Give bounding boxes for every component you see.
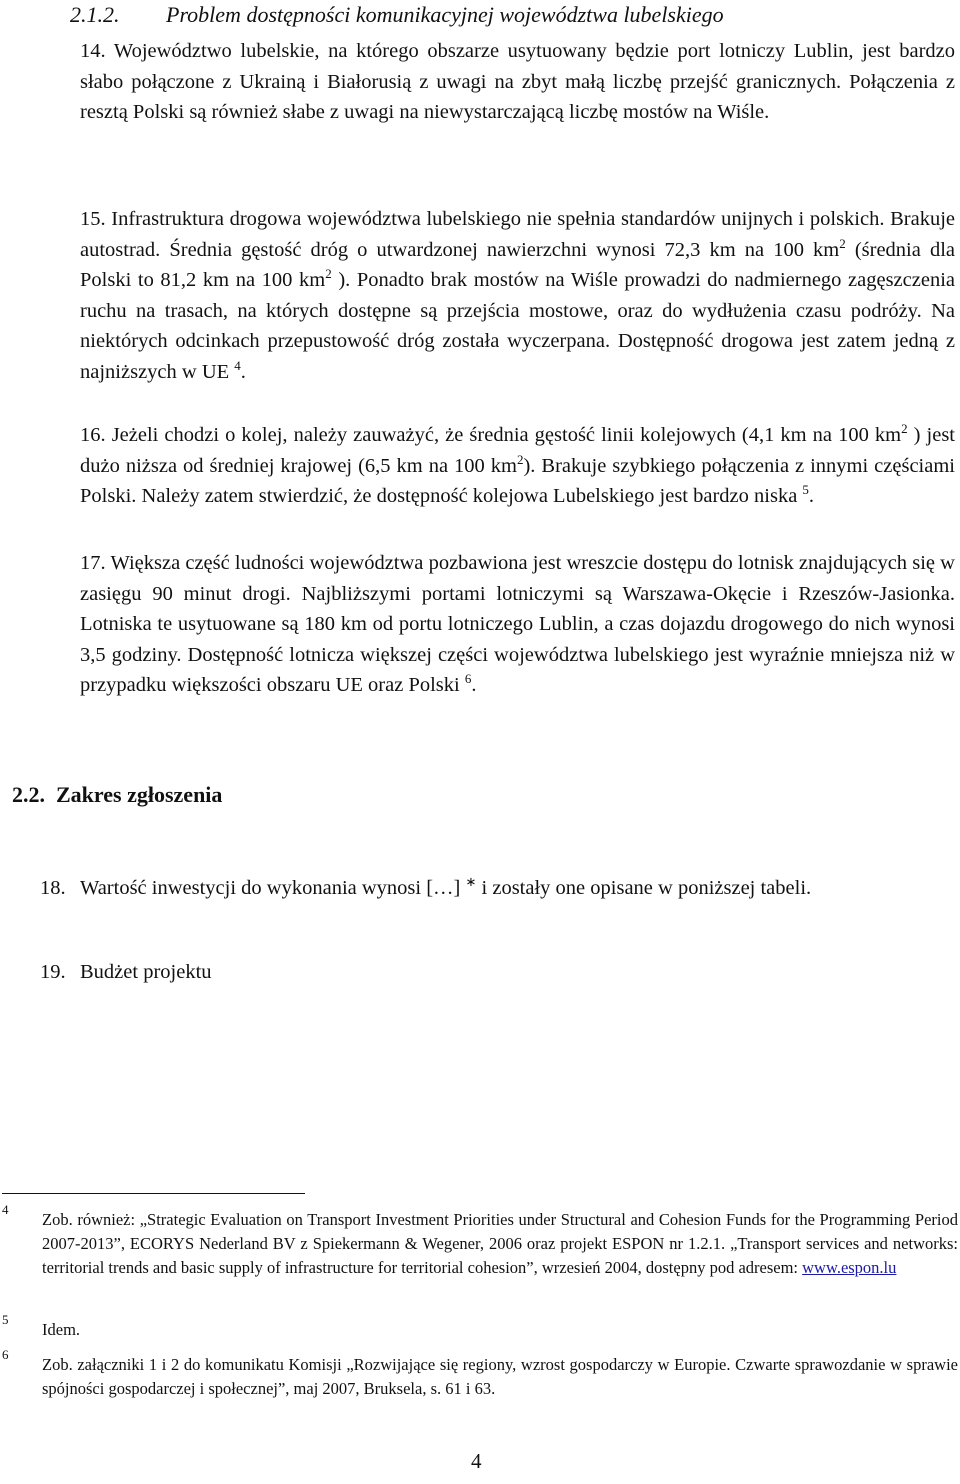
list-text: Budżet projektu — [80, 961, 212, 983]
footnote-text: Zob. załączniki 1 i 2 do komunikatu Komisji „Rozwijające się regiony, wzrost gospodarczy w Europie. Czwarte sprawozdanie w sprawie spójności gospodarczej i społecznej”, maj 2007, Bruksela, s. 61 i 63. — [42, 1355, 958, 1398]
espon-link[interactable]: www.espon.lu — [802, 1258, 897, 1277]
footnote-ref-6[interactable]: 6 — [464, 671, 472, 687]
footnote-text: Idem. — [42, 1320, 81, 1339]
paragraph-number: 15. — [80, 208, 106, 230]
footnote-mark: 6 — [2, 1347, 9, 1362]
paragraph-16 — [80, 420, 955, 512]
section-number: 2.2. — [12, 782, 45, 807]
footnote-ref-5[interactable]: 5 — [802, 482, 809, 498]
paragraph-text: . — [808, 485, 815, 507]
paragraph-text: Jeżeli chodzi o kolej, należy zauważyć, że średnia gęstość linii kolejowych (4,1 km na 100 km — [111, 424, 902, 446]
section-heading-2-1-2 — [70, 0, 930, 30]
paragraph-text: ). Ponadto brak mostów na Wiśle prowadzi do nadmiernego zagęszczenia ruchu na trasach, na których dostępne są przejścia mostowe, oraz do wydłużenia czasu podróży. Na niektórych odcinkach przepustowość dróg została wyczerpana. Dostępność drogowa jest zatem jedną z najniższych w UE — [80, 269, 955, 383]
paragraph-number: 17. — [80, 552, 106, 574]
section-heading-2-2 — [12, 780, 222, 810]
footnote-mark: 4 — [2, 1202, 9, 1217]
paragraph-text: ). Brakuje szybkiego połączenia z innymi częściami Polski. Należy zatem stwierdzić, że dostępność kolejowa Lubelskiego jest bardzo niska — [80, 454, 955, 507]
footnote-6 — [0, 1347, 958, 1401]
section-title: Problem dostępności komunikacyjnej województwa lubelskiego — [166, 2, 724, 27]
section-title: Zakres zgłoszenia — [56, 782, 223, 807]
paragraph-14 — [80, 36, 955, 128]
superscript: 2 — [325, 266, 332, 282]
list-text: Wartość inwestycji do wykonania wynosi […] — [80, 877, 461, 899]
list-text: i zostały one opisane w poniższej tabeli. — [476, 877, 812, 899]
list-item-18 — [40, 873, 955, 903]
superscript: 2 — [839, 235, 846, 251]
footnote-mark: 5 — [2, 1312, 9, 1327]
footnote-separator — [2, 1193, 305, 1194]
superscript: 2 — [516, 451, 524, 467]
paragraph-text: ) jest dużo niższa od średniej krajowej (6,5 km na 100 km — [80, 424, 955, 477]
superscript: 2 — [901, 421, 908, 437]
section-number: 2.1.2. — [70, 2, 120, 27]
paragraph-text: Infrastruktura drogowa województwa lubelskiego nie spełnia standardów unijnych i polskich. Brakuje autostrad. Średnia gęstość dróg o utwardzonej nawierzchni wynosi 72,3 km na 100 km — [80, 208, 955, 261]
list-number: 18. — [40, 877, 66, 899]
paragraph-text: Większa część ludności województwa pozbawiona jest wreszcie dostępu do lotnisk znajdujących się w zasięgu 90 minut drogi. Najbliższymi portami lotniczymi są Warszawa-Okęcie i Rzeszów-Jasionka. Lotniska te usytuowane są 180 km od portu lotniczego Lublin, a czas dojazdu drogowego do nich wynosi 3,5 godziny. Dostępność lotnicza większej części województwa lubelskiego jest wyraźnie mniejsza niż w przypadku większości obszaru UE oraz Polski — [80, 552, 955, 696]
page-number: 4 — [471, 1449, 482, 1473]
paragraph-text: . — [471, 674, 477, 696]
list-item-19 — [40, 957, 955, 987]
paragraph-text: Województwo lubelskie, na którego obszarze usytuowany będzie port lotniczy Lublin, jest bardzo słabo połączone z Ukrainą i Białorusią z uwagi na zbyt małą liczbę przejść granicznych. Połączenia z resztą Polski są również słabe z uwagi na niewystarczającą liczbę mostów na Wiśle. — [80, 40, 955, 123]
footnote-4 — [0, 1202, 958, 1280]
asterisk-mark: ∗ — [465, 874, 477, 890]
footnote-5 — [0, 1312, 958, 1342]
paragraph-15 — [80, 204, 955, 387]
paragraph-number: 14. — [80, 40, 106, 62]
list-number: 19. — [40, 961, 66, 983]
paragraph-text: . — [240, 360, 246, 383]
footnote-text — [42, 1208, 958, 1280]
paragraph-number: 16. — [80, 424, 106, 446]
paragraph-text: (średnia dla Polski to 81,2 km na 100 km — [80, 238, 955, 291]
footnote-ref-4[interactable]: 4 — [234, 357, 241, 373]
paragraph-17 — [80, 548, 955, 701]
footnote-body: Zob. również: „Strategic Evaluation on Transport Investment Priorities under Structural and Cohesion Funds for the Programming Period 2007-2013”, ECORYS Nederland BV z Spiekermann & Wegener, 2006 oraz projekt ESPON nr 1.2.1. „Transport services and networks: territorial trends and basic supply of infrastructure for territorial cohesion”, wrzesień 2004, dostępny pod adresem: — [42, 1210, 958, 1277]
